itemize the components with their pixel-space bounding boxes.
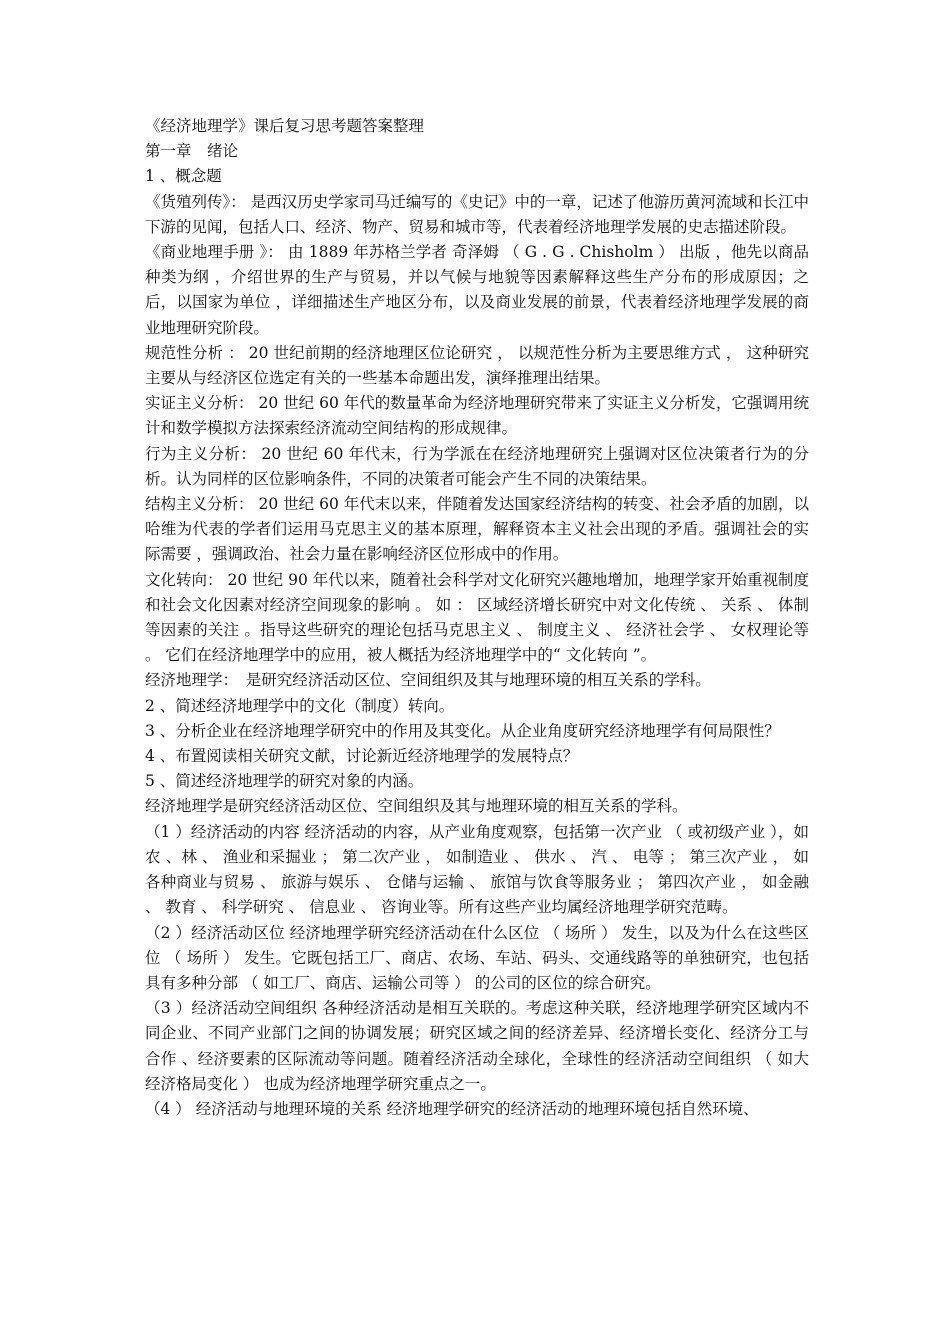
concept-text: 20 世纪 60 年代末以来，伴随着发达国家经济结构的转变、社会矛盾的加剧，以哈维为代表的学者们运用马克思主义的基本原理，解释资本主义社会出现的矛盾。强调社会的实际需要 ，强调政治、社会力量在影响经济区位形成中的作用。 [145,495,809,564]
section-heading: 1 、概念题 [145,167,222,186]
concept-paragraph [145,190,809,240]
question-item: 4 、布置阅读相关研究文献，讨论新近经济地理学的发展特点？ [145,747,579,766]
concept-text: 是西汉历史学家司马迁编写的《史记》中的一章，记述了他游历黄河流域和长江中下游的见闻，包括人口、经济、物产、贸易和城市等，代表着经济地理学发展的史志描述阶段。 [145,192,809,236]
question-item: 2 、简述经济地理学中的文化（制度）转向。 [145,696,455,715]
answer-intro: 经济地理学是研究经济活动区位、空间组织及其与地理环境的相互关系的学科。 [145,797,688,816]
concept-term: 文化转向： [145,570,223,589]
chapter-heading: 第一章 绪论 [145,142,239,161]
concept-term: 《货殖列传》： [145,192,246,211]
concept-text: 20 世纪 60 年代末，行为学派在在经济地理研究上强调对区位决策者行为的分析。认为同样的区位影响条件，不同的决策者可能会产生不同的决策结果。 [145,444,809,488]
answer-point: （2 ）经济活动区位 经济地理学研究经济活动在什么区位 （ 场所 ） 发生，以及为什么在这些区位 （ 场所 ） 发生。它既包括工厂、商店、农场、车站、码头、交通线路等的单独研究，也包括具有多种分部 （ 如工厂、商店、运输公司等 ） 的公司的区位的综合研究。 [145,923,809,992]
concept-text: 由 1889 年苏格兰学者 奇泽姆 （ G . G . Chisholm ） 出版 ，他先以商品种类为纲 ，介绍世界的生产与贸易，并以气候与地貌等因素解释这些生产分布的形成原因；之后，以国家为单位 ，详细描述生产地区分布，以及商业发展的前景，代表着经济地理学发展的商业地理研究阶段。 [145,243,809,337]
concept-text: 是研究经济活动区位、空间组织及其与地理环境的相互关系的学科。 [230,671,711,690]
concept-text: 20 世纪 60 年代的数量革命为经济地理研究带来了实证主义分析发，它强调用统计和数学模拟方法探索经济流动空间结构的形成规律。 [145,394,809,438]
concept-text: 20 世纪前期的经济地理区位论研究 ， 以规范性分析为主要思维方式 ， 这种研究主要从与经济区位选定有关的一些基本命题出发，演绎推理出结果。 [145,343,809,388]
concept-paragraph [145,492,809,568]
concept-paragraph [145,442,809,492]
concept-term: 行为主义分析： [145,444,257,463]
concept-term: 《商业地理手册 》： [145,243,283,262]
concept-term: 规范性分析 ： [145,343,244,362]
concept-paragraph [145,568,809,669]
concept-term: 实证主义分析： [145,394,254,413]
concept-term: 经济地理学： [145,671,231,690]
answer-point: （1 ）经济活动的内容 经济活动的内容，从产业角度观察，包括第一次产业 （ 或初级产业 ），如农 、林 、 渔业和采掘业 ； 第二次产业 ， 如制造业 、 供水 、 汽 、 电等 ； 第三次产业 ， 如各种商业与贸易 、 旅游与娱乐 、 仓储与运输 、 旅馆与饮食等服务业 ； 第四次产业 ， 如金融 、 教育 、 科学研究 、 信息业 、 咨询业等。所有这些产业均属经济地理学研究范畴。 [145,822,809,917]
concept-text: 20 世纪 90 年代以来，随着社会科学对文化研究兴趣地增加，地理学家开始重视制度和社会文化因素对经济空间现象的影响 。 如 ： 区域经济增长研究中对文化传统 、 关系 、 体制等因素的关注 。指导这些研究的理论包括马克思主义 、 制度主义 、 经济社会学 、 女权理论等 。 它们在经济地理学中的应用，被人概括为经济地理学中的“ 文化转向 ”。 [145,570,809,665]
answer-point: （3 ）经济活动空间组织 各种经济活动是相互关联的。考虑这种关联，经济地理学研究区域内不同企业、不同产业部门之间的协调发展；研究区域之间的经济差异、经济增长变化、经济分工与合作 、经济要素的区际流动等问题。随着经济活动全球化，全球性的经济活动空间组织 （ 如大经济格局变化 ） 也成为经济地理学研究重点之一。 [145,999,809,1093]
answer-point: （4 ） 经济活动与地理环境的关系 经济地理学研究的经济活动的地理环境包括自然环境、 [145,1099,759,1118]
concept-term: 结构主义分析： [145,495,254,514]
question-item: 5 、简述经济地理学的研究对象的内涵。 [145,772,424,791]
question-item: 3 、分析企业在经济地理学研究中的作用及其变化。从企业角度研究经济地理学有何局限性？ [145,721,780,740]
concept-paragraph [145,240,809,341]
concept-paragraph [145,668,809,693]
concept-paragraph [145,341,809,391]
document-page [145,114,809,1122]
concept-paragraph [145,391,809,441]
document-title: 《经济地理学》课后复习思考题答案整理 [145,117,425,135]
